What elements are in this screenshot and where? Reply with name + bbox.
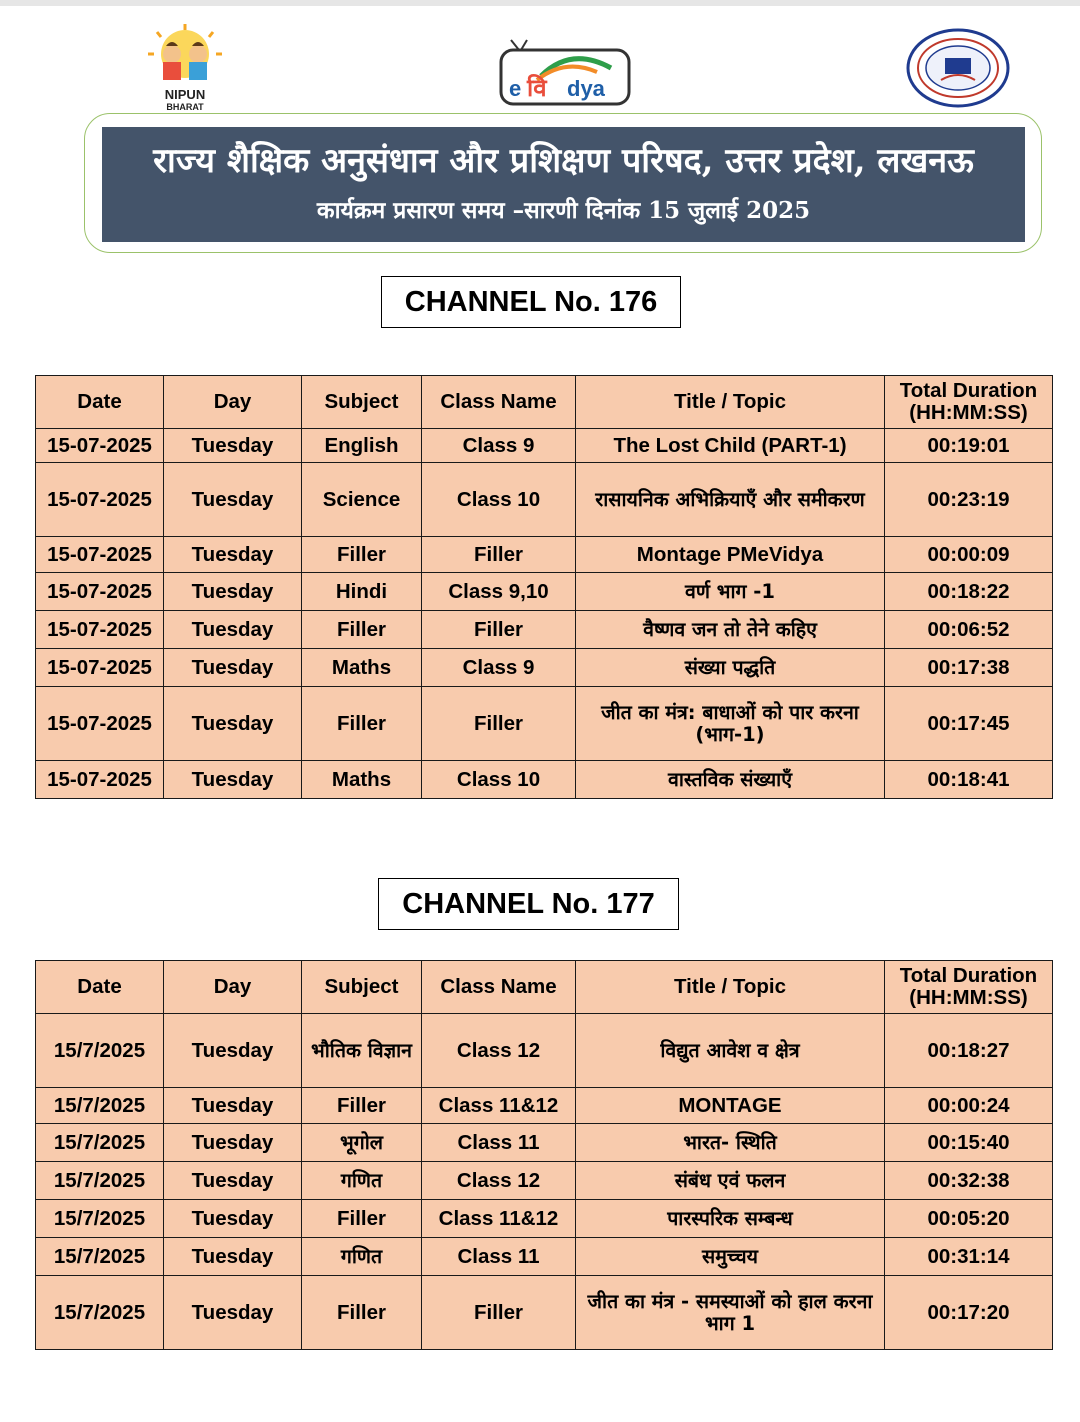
cell-date: 15-07-2025 xyxy=(36,537,164,573)
cell-class: Class 9 xyxy=(422,429,576,463)
cell-date: 15/7/2025 xyxy=(36,1124,164,1162)
cell-title: संख्या पद्धति xyxy=(576,649,885,687)
cell-duration: 00:32:38 xyxy=(885,1162,1053,1200)
col-class-header: Class Name xyxy=(422,961,576,1014)
cell-duration: 00:23:19 xyxy=(885,463,1053,537)
cell-date: 15-07-2025 xyxy=(36,761,164,799)
col-duration-header: Total Duration (HH:MM:SS) xyxy=(885,376,1053,429)
cell-title: वैष्णव जन तो तेने कहिए xyxy=(576,611,885,649)
cell-day: Tuesday xyxy=(164,537,302,573)
svg-text:e: e xyxy=(509,76,522,101)
svg-text:वि: वि xyxy=(527,74,547,102)
top-strip xyxy=(0,0,1080,6)
cell-day: Tuesday xyxy=(164,1124,302,1162)
cell-subject: Maths xyxy=(302,761,422,799)
cell-subject: Maths xyxy=(302,649,422,687)
cell-day: Tuesday xyxy=(164,649,302,687)
cell-day: Tuesday xyxy=(164,1200,302,1238)
table-row xyxy=(36,429,1053,463)
table-row xyxy=(36,537,1053,573)
header-banner xyxy=(102,127,1025,242)
cell-subject: Filler xyxy=(302,611,422,649)
col-title-header: Title / Topic xyxy=(576,961,885,1014)
cell-day: Tuesday xyxy=(164,463,302,537)
cell-duration: 00:18:27 xyxy=(885,1014,1053,1088)
cell-duration: 00:19:01 xyxy=(885,429,1053,463)
cell-day: Tuesday xyxy=(164,429,302,463)
col-class-header: Class Name xyxy=(422,376,576,429)
cell-day: Tuesday xyxy=(164,687,302,761)
cell-title: विद्युत आवेश व क्षेत्र xyxy=(576,1014,885,1088)
col-subject-header: Subject xyxy=(302,376,422,429)
cell-day: Tuesday xyxy=(164,1014,302,1088)
cell-class: Class 11&12 xyxy=(422,1088,576,1124)
cell-subject: गणित xyxy=(302,1238,422,1276)
cell-subject: भौतिक विज्ञान xyxy=(302,1014,422,1088)
table-header-row xyxy=(36,961,1053,1014)
cell-duration: 00:31:14 xyxy=(885,1238,1053,1276)
cell-title: जीत का मंत्र: बाधाओं को पार करना (भाग-1) xyxy=(576,687,885,761)
cell-day: Tuesday xyxy=(164,1238,302,1276)
col-duration-header: Total Duration (HH:MM:SS) xyxy=(885,961,1053,1014)
cell-class: Class 9,10 xyxy=(422,573,576,611)
cell-subject: English xyxy=(302,429,422,463)
evidya-logo xyxy=(497,36,633,108)
cell-date: 15/7/2025 xyxy=(36,1276,164,1350)
cell-title: Montage PMeVidya xyxy=(576,537,885,573)
cell-duration: 00:15:40 xyxy=(885,1124,1053,1162)
cell-class: Class 9 xyxy=(422,649,576,687)
cell-class: Filler xyxy=(422,611,576,649)
table-header-row xyxy=(36,376,1053,429)
cell-title: The Lost Child (PART-1) xyxy=(576,429,885,463)
cell-title: वर्ण भाग -1 xyxy=(576,573,885,611)
cell-duration: 00:17:20 xyxy=(885,1276,1053,1350)
cell-day: Tuesday xyxy=(164,1276,302,1350)
cell-class: Class 11 xyxy=(422,1238,576,1276)
col-title-header: Title / Topic xyxy=(576,376,885,429)
cell-subject: Filler xyxy=(302,537,422,573)
cell-title: रासायनिक अभिक्रियाएँ और समीकरण xyxy=(576,463,885,537)
cell-date: 15-07-2025 xyxy=(36,687,164,761)
cell-title: भारत- स्थिति xyxy=(576,1124,885,1162)
cell-title: समुच्चय xyxy=(576,1238,885,1276)
cell-date: 15/7/2025 xyxy=(36,1200,164,1238)
table-row xyxy=(36,649,1053,687)
nipun-bharat-logo xyxy=(130,24,240,112)
cell-subject: Hindi xyxy=(302,573,422,611)
cell-class: Filler xyxy=(422,1276,576,1350)
cell-class: Class 11&12 xyxy=(422,1200,576,1238)
cell-subject: भूगोल xyxy=(302,1124,422,1162)
channel-176-table xyxy=(35,375,1053,799)
scert-seal-logo xyxy=(905,28,1011,108)
cell-date: 15/7/2025 xyxy=(36,1014,164,1088)
cell-subject: Filler xyxy=(302,1200,422,1238)
table-row xyxy=(36,1124,1053,1162)
cell-duration: 00:18:22 xyxy=(885,573,1053,611)
cell-subject: गणित xyxy=(302,1162,422,1200)
table-row xyxy=(36,1238,1053,1276)
cell-title: संबंध एवं फलन xyxy=(576,1162,885,1200)
table-row xyxy=(36,611,1053,649)
table-row xyxy=(36,573,1053,611)
table-row xyxy=(36,1014,1053,1088)
header-subtitle: कार्यक्रम प्रसारण समय –सारणी दिनांक 15 जुलाई 2025 xyxy=(316,197,811,224)
col-subject-header: Subject xyxy=(302,961,422,1014)
cell-class: Class 11 xyxy=(422,1124,576,1162)
nipun-logo-text: NIPUN xyxy=(164,87,206,102)
channel-177-label: CHANNEL No. 177 xyxy=(378,878,679,930)
cell-title: पारस्परिक सम्बन्ध xyxy=(576,1200,885,1238)
cell-title: वास्तविक संख्याएँ xyxy=(576,761,885,799)
cell-duration: 00:17:45 xyxy=(885,687,1053,761)
cell-class: Class 12 xyxy=(422,1014,576,1088)
cell-duration: 00:17:38 xyxy=(885,649,1053,687)
col-day-header: Day xyxy=(164,961,302,1014)
svg-text:BHARAT: BHARAT xyxy=(166,102,204,112)
channel-177-table xyxy=(35,960,1053,1350)
cell-duration: 00:18:41 xyxy=(885,761,1053,799)
table-row xyxy=(36,1200,1053,1238)
svg-text:dya: dya xyxy=(567,76,605,101)
header-title: राज्य शैक्षिक अनुसंधान और प्रशिक्षण परिषद, उत्तर प्रदेश, लखनऊ xyxy=(153,141,974,181)
cell-date: 15-07-2025 xyxy=(36,611,164,649)
table-row xyxy=(36,463,1053,537)
table-row xyxy=(36,761,1053,799)
cell-title: MONTAGE xyxy=(576,1088,885,1124)
col-date-header: Date xyxy=(36,376,164,429)
table-row xyxy=(36,1162,1053,1200)
cell-subject: Filler xyxy=(302,1088,422,1124)
col-date-header: Date xyxy=(36,961,164,1014)
cell-date: 15-07-2025 xyxy=(36,463,164,537)
cell-class: Class 10 xyxy=(422,463,576,537)
cell-date: 15-07-2025 xyxy=(36,429,164,463)
table-row xyxy=(36,1276,1053,1350)
cell-subject: Science xyxy=(302,463,422,537)
cell-title: जीत का मंत्र - समस्याओं को हाल करना भाग 1 xyxy=(576,1276,885,1350)
cell-duration: 00:00:24 xyxy=(885,1088,1053,1124)
cell-duration: 00:06:52 xyxy=(885,611,1053,649)
cell-duration: 00:00:09 xyxy=(885,537,1053,573)
cell-day: Tuesday xyxy=(164,573,302,611)
cell-date: 15-07-2025 xyxy=(36,649,164,687)
cell-class: Filler xyxy=(422,687,576,761)
cell-date: 15/7/2025 xyxy=(36,1088,164,1124)
cell-day: Tuesday xyxy=(164,1088,302,1124)
cell-duration: 00:05:20 xyxy=(885,1200,1053,1238)
cell-day: Tuesday xyxy=(164,761,302,799)
cell-date: 15-07-2025 xyxy=(36,573,164,611)
cell-class: Filler xyxy=(422,537,576,573)
channel-176-label: CHANNEL No. 176 xyxy=(381,276,681,328)
cell-subject: Filler xyxy=(302,1276,422,1350)
cell-class: Class 10 xyxy=(422,761,576,799)
cell-date: 15/7/2025 xyxy=(36,1238,164,1276)
cell-date: 15/7/2025 xyxy=(36,1162,164,1200)
table-row xyxy=(36,1088,1053,1124)
col-day-header: Day xyxy=(164,376,302,429)
cell-day: Tuesday xyxy=(164,611,302,649)
cell-class: Class 12 xyxy=(422,1162,576,1200)
cell-subject: Filler xyxy=(302,687,422,761)
cell-day: Tuesday xyxy=(164,1162,302,1200)
table-row xyxy=(36,687,1053,761)
